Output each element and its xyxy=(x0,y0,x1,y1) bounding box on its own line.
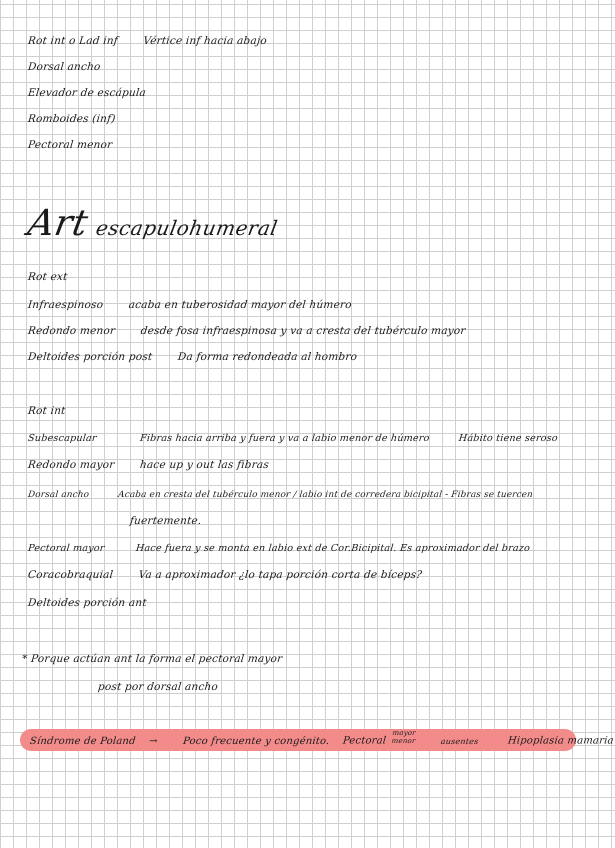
muscle-name: Deltoides porción post xyxy=(27,351,153,363)
note-line xyxy=(27,324,488,338)
variant-top: mayor xyxy=(392,729,417,737)
note-text: Dorsal ancho xyxy=(27,61,102,73)
note-line xyxy=(27,86,168,100)
ausentes-label: ausentes xyxy=(440,736,479,746)
muscle-name: Subescapular xyxy=(27,433,98,444)
muscle-desc: Va a aproximador ¿lo tapa porción corta de bíceps? xyxy=(138,569,423,581)
note-text: Vértice inf hacia abajo xyxy=(142,35,268,47)
footnote-line xyxy=(97,680,240,694)
variant-bottom: menor xyxy=(391,737,416,745)
muscle-desc: Da forma redondeada al hombro xyxy=(177,351,358,363)
note-line xyxy=(27,568,445,582)
note-line xyxy=(27,542,552,556)
syndrome-name: Síndrome de Poland xyxy=(29,735,137,747)
subheading xyxy=(27,404,88,418)
note-line xyxy=(27,298,374,312)
note-line xyxy=(27,112,138,126)
footnote-text: post por dorsal ancho xyxy=(97,681,219,693)
title-rest: escapulohumeral xyxy=(94,216,280,240)
muscle-desc: Fibras hacia arriba y fuera y va a labio menor de húmero xyxy=(139,433,431,444)
subheading xyxy=(27,270,90,284)
arrow-icon: → xyxy=(148,735,159,747)
footnote-line xyxy=(21,652,305,666)
note-line xyxy=(129,514,224,528)
muscle-desc: fuertemente. xyxy=(129,515,203,527)
title-initial: Art xyxy=(24,203,92,244)
muscle-name: Deltoides porción ant xyxy=(27,597,148,609)
note-text: Pectoral menor xyxy=(27,139,113,151)
syndrome-desc: Poco frecuente y congénito. xyxy=(182,735,331,747)
note-line xyxy=(27,60,123,74)
muscle-name: Redondo mayor xyxy=(27,459,116,471)
muscle-desc: Hace fuera y se monta en labio ext de Cor.Bicipital. Es aproximador del brazo xyxy=(135,543,531,554)
muscle-desc: hace up y out las fibras xyxy=(139,459,270,471)
muscle-name: Pectoral mayor xyxy=(27,543,106,554)
note-line xyxy=(27,34,289,48)
muscle-desc: desde fosa infraespinosa y va a cresta del tubérculo mayor xyxy=(140,325,467,337)
pectoral-label: Pectoral xyxy=(342,735,387,747)
note-line xyxy=(27,458,291,472)
muscle-name: Coracobraquial xyxy=(27,569,114,581)
section-title xyxy=(24,203,281,244)
subheading-text: Rot int xyxy=(27,405,67,417)
highlight-line xyxy=(29,729,615,749)
note-line xyxy=(27,138,135,152)
note-text: Elevador de escápula xyxy=(27,87,147,99)
muscle-note: Hábito tiene seroso xyxy=(458,433,559,444)
note-line xyxy=(27,596,169,610)
hipoplasia-label: Hipoplasia mamaria xyxy=(507,735,615,747)
note-text: Romboides (inf) xyxy=(27,113,117,125)
note-line xyxy=(27,432,580,446)
muscle-name: Infraespinoso xyxy=(27,299,104,311)
pectoral-variants xyxy=(391,729,417,745)
muscle-name: Dorsal ancho xyxy=(27,490,90,500)
footnote-text: * Porque actúan ant la forma el pectoral mayor xyxy=(21,653,283,665)
subheading-text: Rot ext xyxy=(27,271,69,283)
muscle-desc: acaba en tuberosidad mayor del húmero xyxy=(128,299,353,311)
muscle-desc: Acaba en cresta del tubérculo menor / labio int de corredera bicipital - Fibras se tuercen xyxy=(117,490,534,500)
note-line xyxy=(27,488,555,502)
muscle-name: Redondo menor xyxy=(27,325,116,337)
note-line xyxy=(27,350,380,364)
note-text: Rot int o Lad inf xyxy=(27,35,119,47)
